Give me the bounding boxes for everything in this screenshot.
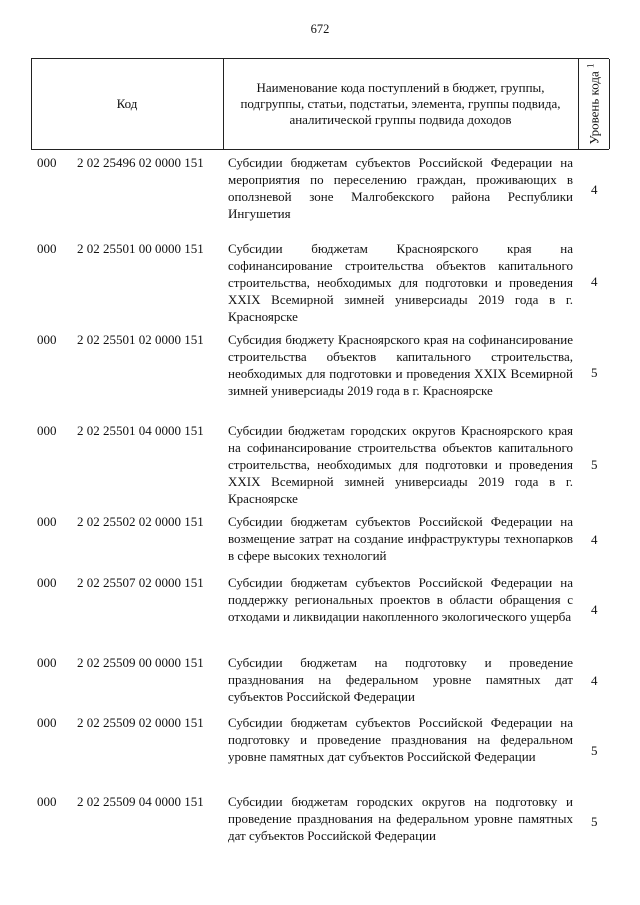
budget-code: 2 02 25496 02 0000 151 [77, 155, 204, 170]
code-name: Субсидии бюджетам субъектов Российской Федерации на возмещение затрат на создание инфраструктуры технопарков в сфере высоких технологий [228, 514, 573, 563]
code-level: 5 [591, 814, 598, 829]
table-row [31, 154, 611, 240]
code-level: 4 [591, 673, 598, 688]
table-row [31, 574, 611, 654]
admin-code: 000 [37, 332, 57, 347]
table-row [31, 422, 611, 513]
code-level: 4 [591, 274, 598, 289]
table-row [31, 793, 611, 853]
code-name: Субсидии бюджетам городских округов на подготовку и проведение празднования на федеральном уровне памятных дат субъектов Российской Федерации [228, 794, 573, 843]
code-name: Субсидии бюджетам городских округов Красноярского края на софинансирование строительства объектов капитального строительства, необходимых для подготовки и проведения XXIX Всемирной зимней универсиады 2019 года в г. Красноярске [228, 423, 573, 506]
budget-code: 2 02 25502 02 0000 151 [77, 514, 204, 529]
table-header [31, 58, 609, 150]
admin-code: 000 [37, 715, 57, 730]
budget-code: 2 02 25509 04 0000 151 [77, 794, 204, 809]
budget-code: 2 02 25501 00 0000 151 [77, 241, 204, 256]
code-name: Субсидии бюджетам на подготовку и проведение празднования на федеральном уровне памятных дат субъектов Российской Федерации [228, 655, 573, 704]
budget-code: 2 02 25501 04 0000 151 [77, 423, 204, 438]
table-row [31, 714, 611, 793]
admin-code: 000 [37, 655, 57, 670]
table-row [31, 331, 611, 422]
admin-code: 000 [37, 575, 57, 590]
header-name: Наименование кода поступлений в бюджет, группы, подгруппы, статьи, подстатьи, элемента, группы подвида, аналитической группы подвида доходов [240, 80, 561, 127]
budget-code: 2 02 25509 02 0000 151 [77, 715, 204, 730]
table-row [31, 240, 611, 331]
admin-code: 000 [37, 155, 57, 170]
header-level-footnote: 1 [584, 63, 595, 69]
code-level: 5 [591, 743, 598, 758]
code-name: Субсидии бюджетам субъектов Российской Федерации на поддержку региональных проектов в области обращения с отходами и ликвидации накопленного экологического ущерба [228, 575, 573, 624]
header-level-cell [578, 59, 609, 149]
code-name: Субсидии бюджетам субъектов Российской Федерации на мероприятия по переселению граждан, проживающих в оползневой зоне Малгобекского района Республики Ингушетия [228, 155, 573, 221]
header-level-text: Уровень кода [586, 71, 602, 145]
budget-code: 2 02 25507 02 0000 151 [77, 575, 204, 590]
admin-code: 000 [37, 423, 57, 438]
code-level: 4 [591, 182, 598, 197]
code-name: Субсидии бюджетам Красноярского края на софинансирование строительства объектов капитального строительства, необходимых для подготовки и проведения XXIX Всемирной зимней универсиады 2019 года в г. Красноярске [228, 241, 573, 324]
table-body [31, 154, 611, 853]
header-border-right [609, 59, 610, 149]
code-name: Субсидия бюджету Красноярского края на софинансирование строительства объектов капитального строительства, необходимых для подготовки и проведения XXIX Всемирной зимней универсиады 2019 года в г. Красноярске [228, 332, 573, 398]
table-row [31, 654, 611, 714]
code-name: Субсидии бюджетам субъектов Российской Федерации на подготовку и проведение празднования на федеральном уровне памятных дат субъектов Российской Федерации [228, 715, 573, 764]
admin-code: 000 [37, 241, 57, 256]
admin-code: 000 [37, 514, 57, 529]
budget-code: 2 02 25501 02 0000 151 [77, 332, 204, 347]
budget-code: 2 02 25509 00 0000 151 [77, 655, 204, 670]
code-level: 5 [591, 365, 598, 380]
header-level [585, 64, 602, 145]
code-level: 4 [591, 602, 598, 617]
code-level: 4 [591, 532, 598, 547]
table-row [31, 513, 611, 574]
admin-code: 000 [37, 794, 57, 809]
code-level: 5 [591, 457, 598, 472]
page-number: 672 [310, 22, 330, 36]
header-code: Код [116, 96, 138, 111]
